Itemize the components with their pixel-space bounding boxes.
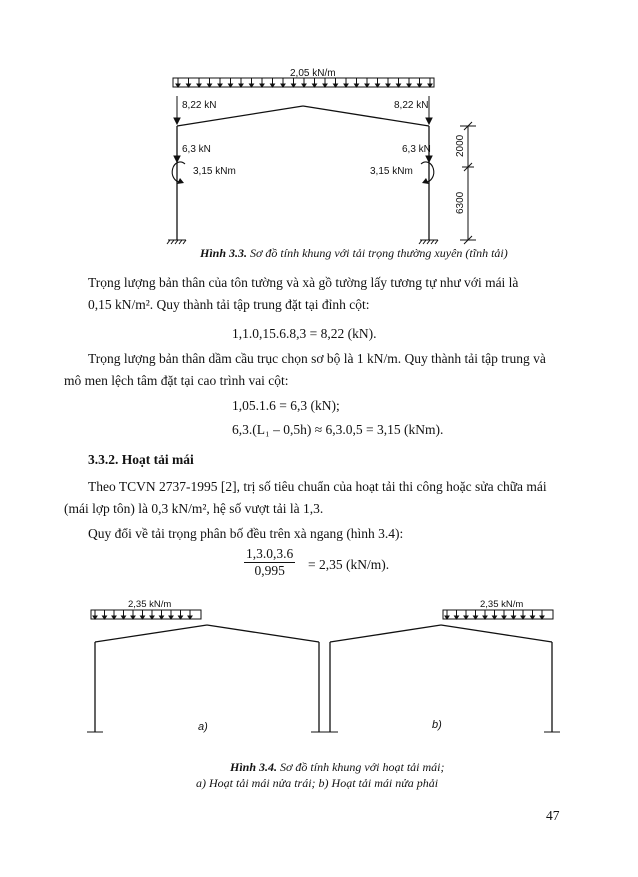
moment-right-label: 3,15 kNm [370,166,413,177]
figure-3-4 [0,590,638,770]
dim-6300: 6300 [455,191,466,214]
caption-label: Hình 3.3. [200,246,248,260]
formula-2: 1,05.1.6 = 6,3 (kN); [232,398,340,413]
point-load-left-label: 8,22 kN [182,100,217,111]
caption-4-text: Sơ đồ tính khung với hoạt tải mái; [280,760,445,774]
support-left [167,240,186,244]
paragraph-3 [64,476,568,520]
formula-1: 1,1.0,15.6.8,3 = 8,22 (kN). [232,326,377,341]
load-box-a [91,610,201,619]
crane-load-right-label: 6,3 kN [402,144,431,155]
p3-line-2: (mái lợp tôn) là 0,3 kN/m², hệ số vượt tải là 1,3. [64,501,324,516]
load-box-b [443,610,553,619]
load-label: 2,05 kN/m [290,68,336,79]
p2-line-1: Trọng lượng bản thân dầm cầu trục chọn sơ bộ là 1 kN/m. Quy thành tải tập trung và [88,351,546,366]
figure-3-3-caption [200,246,508,261]
fraction-result: = 2,35 (kN/m). [308,557,390,572]
crane-load-left-label: 6,3 kN [182,144,211,155]
paragraph-1 [88,272,568,316]
p1-line-2: 0,15 kN/m². Quy thành tải tập trung đặt tại đỉnh cột: [88,297,370,312]
point-load-right-label: 8,22 kN [394,100,429,111]
paragraph-4: Quy đổi về tải trọng phân bố đều trên xà ngang (hình 3.4): [88,526,404,541]
section-heading: 3.3.2. Hoạt tải mái [88,452,194,467]
fraction-denominator: 0,995 [254,563,285,578]
frame-b [330,625,552,732]
crane-load-left-arrow [174,145,180,162]
moment-right-icon [421,162,434,182]
fraction [244,546,295,579]
load-label-b: 2,35 kN/m [480,599,524,610]
moment-left-label: 3,15 kNm [193,166,236,177]
caption-4-label: Hình 3.4. [230,760,278,774]
label-a: a) [198,721,208,733]
dim-2000: 2000 [455,134,466,157]
formula-3: 6,3.(L₁ – 0,5h) ≈ 6,3.0,5 = 3,15 (kNm). [232,422,444,437]
moment-left-icon [172,162,185,182]
p3-line-1: Theo TCVN 2737-1995 [2], trị số tiêu chuẩn của hoạt tải thi công hoặc sửa chữa mái [88,479,547,494]
load-label-a: 2,35 kN/m [128,599,172,610]
paragraph-2 [64,348,568,392]
support-right [419,240,438,244]
caption-text: Sơ đồ tính khung với tải trọng thường xuyên (tĩnh tải) [250,246,508,260]
point-load-left-arrow [174,96,180,124]
p1-line-1: Trọng lượng bản thân của tôn tường và xà gồ tường lấy tương tự như với mái là [88,275,519,290]
page-number: 47 [546,808,560,823]
figure-3-4-subcaption: a) Hoạt tải mái nửa trái; b) Hoạt tải mái nửa phải [196,776,439,790]
frame-a [95,625,319,732]
p2-line-2: mô men lệch tâm đặt tại cao trình vai cột: [64,373,289,388]
figure-3-3 [0,0,638,262]
label-b: b) [432,719,442,731]
fraction-numerator: 1,3.0,3.6 [246,546,294,561]
figure-3-4-caption [230,760,444,775]
